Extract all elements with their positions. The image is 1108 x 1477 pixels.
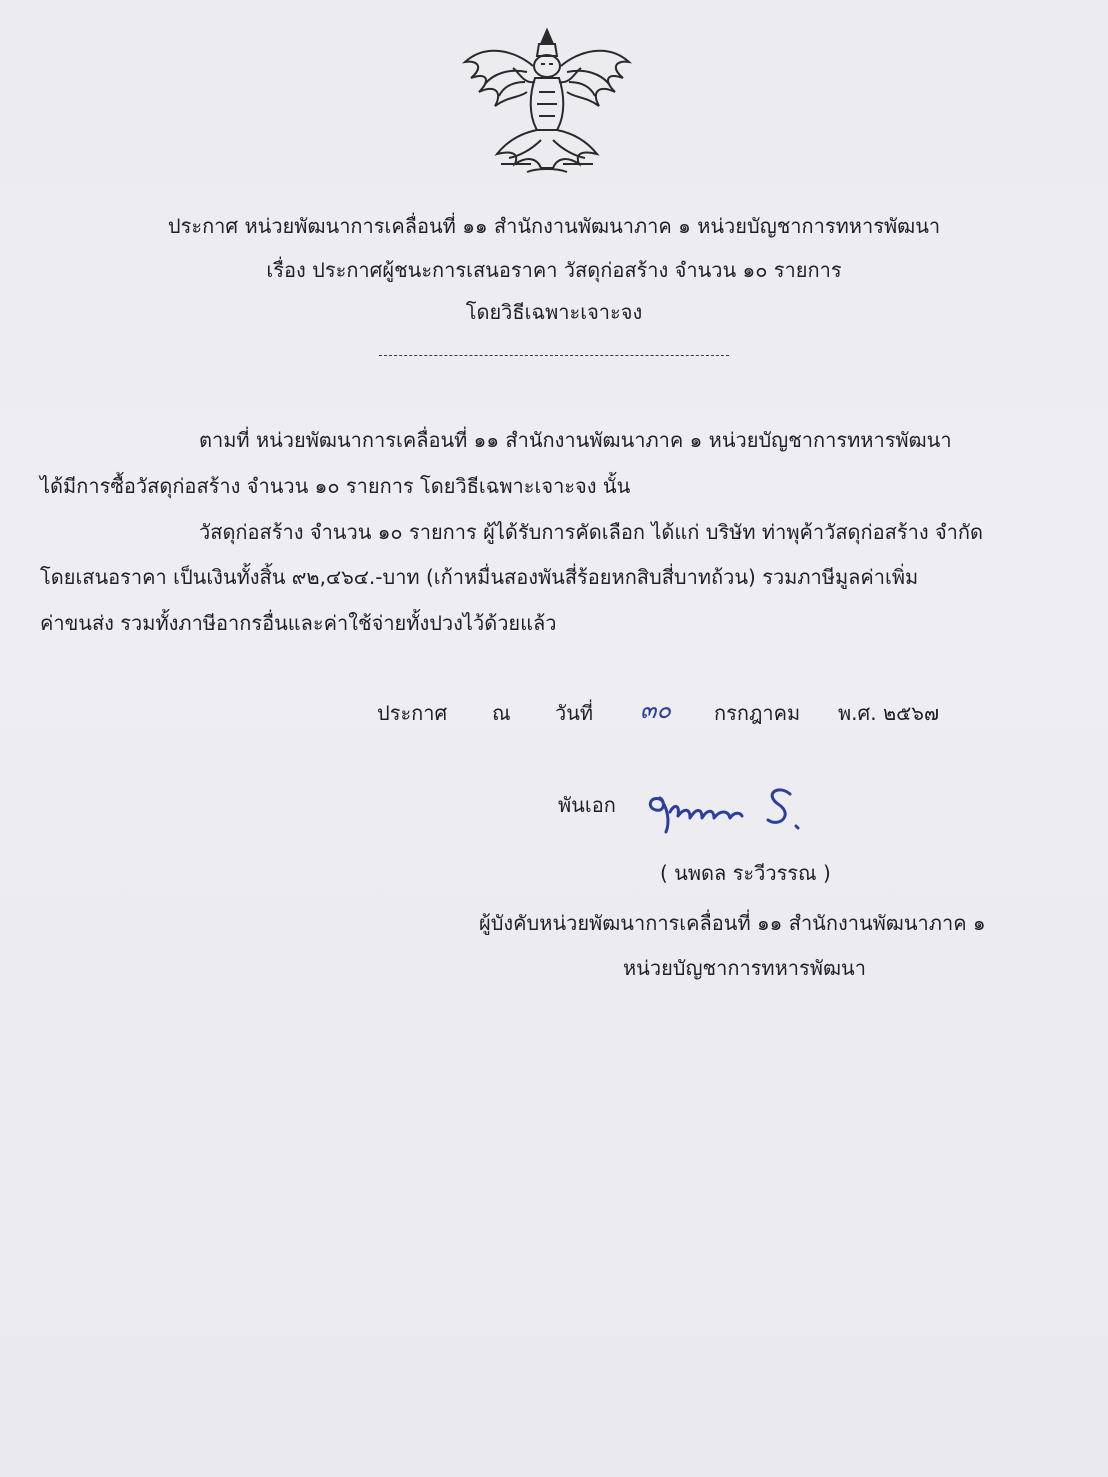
garuda-emblem-icon bbox=[457, 22, 637, 182]
paragraph-2-line-3: ค่าขนส่ง รวมทั้งภาษีอากรอื่นและค่าใช้จ่ายทั้งปวงไว้ด้วยแล้ว bbox=[40, 611, 557, 635]
paragraph-2-line-2: โดยเสนอราคา เป็นเงินทั้งสิ้น ๙๒,๔๖๔.-บาท (เก้าหมื่นสองพันสี่ร้อยหกสิบสี่บาทถ้วน) รวมภาษีมูลค่าเพิ่ม bbox=[40, 565, 919, 589]
subject-line: เรื่อง ประกาศผู้ชนะการเสนอราคา วัสดุก่อสร้าง จำนวน ๑๐ รายการ bbox=[266, 258, 842, 282]
date-at: ณ bbox=[492, 701, 511, 725]
title-divider bbox=[379, 355, 729, 356]
date-month: กรกฎาคม bbox=[714, 701, 801, 725]
signer-name: ( นพดล ระวีวรรณ ) bbox=[660, 861, 831, 885]
handwritten-signature bbox=[640, 778, 810, 838]
signer-position-line-1: ผู้บังคับหน่วยพัฒนาการเคลื่อนที่ ๑๑ สำนักงานพัฒนาภาค ๑ bbox=[479, 911, 986, 935]
date-day-label: วันที่ bbox=[555, 701, 594, 725]
method-line: โดยวิธีเฉพาะเจาะจง bbox=[465, 300, 643, 324]
date-year: พ.ศ. ๒๕๖๗ bbox=[838, 701, 940, 725]
announcement-title: ประกาศ หน่วยพัฒนาการเคลื่อนที่ ๑๑ สำนักงานพัฒนาภาค ๑ หน่วยบัญชาการทหารพัฒนา bbox=[167, 214, 941, 238]
signer-position-line-2: หน่วยบัญชาการทหารพัฒนา bbox=[623, 956, 866, 980]
paragraph-1-line-2: ได้มีการซื้อวัสดุก่อสร้าง จำนวน ๑๐ รายการ โดยวิธีเฉพาะเจาะจง นั้น bbox=[40, 474, 631, 498]
paragraph-2-line-1: วัสดุก่อสร้าง จำนวน ๑๐ รายการ ผู้ได้รับการคัดเลือก ได้แก่ บริษัท ท่าพุค้าวัสดุก่อสร้าง จำกัด bbox=[199, 520, 984, 544]
paragraph-1-line-1: ตามที่ หน่วยพัฒนาการเคลื่อนที่ ๑๑ สำนักงานพัฒนาภาค ๑ หน่วยบัญชาการทหารพัฒนา bbox=[199, 428, 952, 452]
signer-rank: พันเอก bbox=[558, 793, 616, 817]
date-day-handwritten: ๓๐ bbox=[640, 696, 672, 724]
date-prefix: ประกาศ bbox=[377, 701, 448, 725]
